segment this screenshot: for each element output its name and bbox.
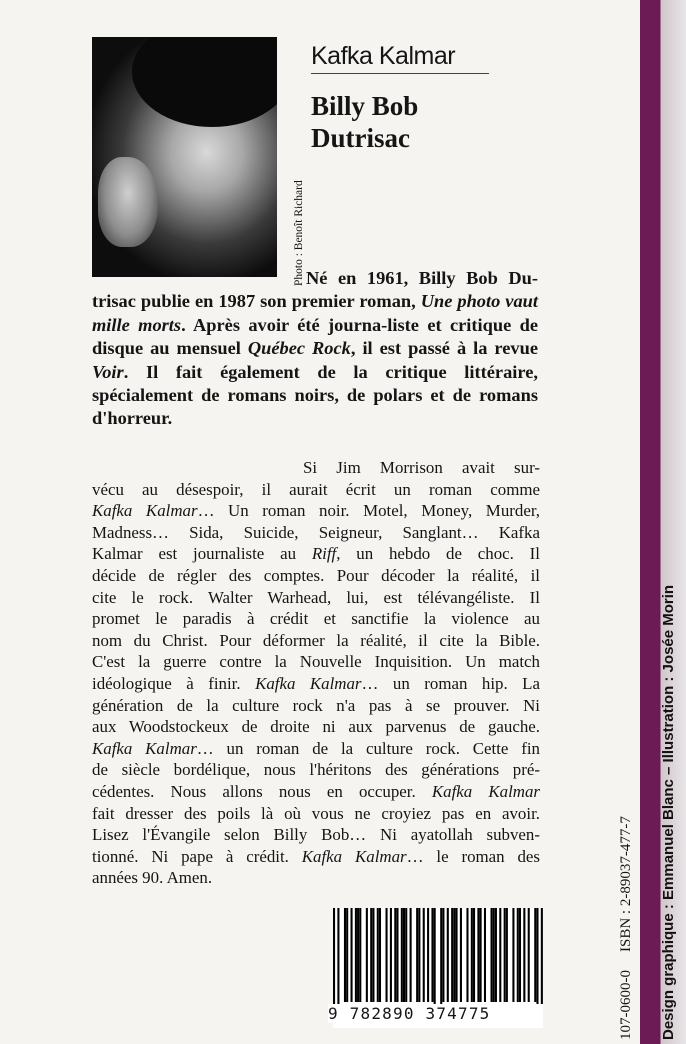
barcode-bar: [431, 908, 433, 1002]
barcode-bar: [484, 908, 486, 1002]
barcode-bar: [480, 908, 482, 1002]
barcode-bar: [491, 908, 493, 1002]
blurb-line: années 90. Amen.: [92, 868, 213, 888]
author-photo: [92, 37, 277, 277]
barcode-bar: [405, 908, 407, 1002]
barcode-bar: [370, 908, 372, 1002]
bio-text-1: Né en 1961, Billy Bob Du-: [306, 268, 538, 288]
blurb-line: aux Woodstockeux de droite ni aux parvenus de gauche.: [92, 717, 540, 737]
barcode-bar: [477, 908, 479, 1002]
barcode-bar: [366, 908, 368, 1002]
barcode-bar: [534, 908, 536, 1002]
blurb-line: tionné. Ni pape à crédit. Kafka Kalmar… le roman des: [92, 846, 540, 866]
barcode-bar: [396, 908, 398, 1002]
barcode-bar: [504, 908, 506, 1002]
barcode-bar: [528, 908, 530, 1002]
barcode-bar: [453, 908, 455, 1002]
photo-hair: [132, 37, 277, 127]
blurb-line: Kalmar est journaliste au Riff, un hebdo de choc. Il: [92, 544, 540, 564]
blurb-line: Si Jim Morrison avait sur-: [303, 458, 540, 477]
blurb-line: promet le paradis à crédit et sanctifie la violence au: [92, 609, 540, 629]
barcode-bar: [473, 908, 475, 1002]
barcode-bar: [506, 908, 508, 1002]
barcode-bar: [447, 908, 449, 1002]
barcode-bar: [440, 908, 442, 1004]
spine-credits: Design graphique : Emmanuel Blanc – Illustration : Josée Morin: [660, 584, 677, 1040]
barcode-bar: [401, 908, 403, 1002]
barcode-bar: [460, 908, 462, 1002]
author-bio: [92, 267, 538, 431]
barcode-bar: [377, 908, 379, 1002]
barcode-bar: [333, 908, 335, 1004]
book-title: Kafka Kalmar: [311, 42, 489, 74]
bio-text-4: , il est passé à la revue: [350, 338, 538, 359]
barcode-bar: [372, 908, 374, 1002]
barcode-bar: [403, 908, 405, 1002]
blurb-line: Lisez l'Évangile selon Billy Bob… Ni ayatollah subven-: [92, 825, 540, 845]
barcode-bar: [517, 908, 519, 1002]
blurb-line: cite le rock. Walter Warhead, lui, est télévangéliste. Il: [92, 587, 540, 607]
blurb-line: de siècle bordélique, nous l'héritons des générations pré-: [92, 760, 540, 780]
barcode-bar: [410, 908, 412, 1002]
barcode-bar: [423, 908, 425, 1002]
blurb-line: idéologique à finir. Kafka Kalmar… un roman hip. La: [92, 673, 540, 693]
spine-color-band: [640, 0, 658, 1044]
barcode-bar: [386, 908, 388, 1002]
barcode-bar: [379, 908, 381, 1002]
barcode-bar: [495, 908, 497, 1002]
photo-credit: Photo : Benoît Richard: [293, 180, 305, 286]
blurb-line: décide de régler des comptes. Pour décoder la réalité, il: [92, 565, 540, 585]
author-name: [311, 90, 418, 154]
photo-hand: [98, 157, 158, 247]
blurb-line: Kafka Kalmar… Un roman noir. Motel, Money, Murder,: [92, 501, 540, 521]
isbn-number: ISBN : 2-89037-477-7: [618, 816, 634, 952]
barcode-bar: [456, 908, 458, 1002]
barcode-bar: [344, 908, 346, 1002]
book-blurb: [92, 457, 540, 889]
barcode-bar: [442, 908, 444, 1002]
barcode-bar: [512, 908, 514, 1002]
barcode-bar: [337, 908, 339, 1004]
isbn-block: [618, 798, 635, 1040]
barcode-bar: [357, 908, 359, 1002]
author-first-name: Billy Bob: [311, 91, 419, 121]
blurb-line: C'est la guerre contre la Nouvelle Inquisition. Un match: [92, 652, 540, 672]
barcode-bar: [541, 908, 543, 1004]
blurb-line: cédentes. Nous allons nous en occuper. Kafka Kalmar: [92, 781, 540, 801]
blurb-line: génération de la culture rock n'a pas à se prouver. Ni: [92, 695, 540, 715]
barcode-digits: 9 782890 374775: [328, 1004, 543, 1023]
bio-text-5: . Il fait également de la critique littéraire, spécialement de romans noirs, de polars et de romans d'horreur.: [92, 361, 538, 429]
barcode-bars: [333, 908, 543, 1004]
barcode-bar: [471, 908, 473, 1002]
barcode-bar: [346, 908, 348, 1002]
barcode-bar: [451, 908, 453, 1002]
product-code: 107-0600-0: [618, 970, 634, 1040]
barcode-bar: [466, 908, 468, 1002]
barcode-bar: [390, 908, 392, 1002]
barcode-bar: [351, 908, 353, 1002]
barcode-bar: [355, 908, 357, 1002]
blurb-line: nom du Christ. Pour déformer la réalité, il cite la Bible.: [92, 630, 540, 650]
barcode-bar: [536, 908, 538, 1004]
blurb-line: Kafka Kalmar… un roman de la culture rock. Cette fin: [92, 738, 540, 758]
author-last-name: Dutrisac: [311, 123, 410, 153]
barcode-bar: [499, 908, 501, 1002]
bio-magazine: Québec Rock: [247, 338, 351, 359]
blurb-line: Madness… Sida, Suicide, Seigneur, Sanglant… Kafka: [92, 522, 540, 542]
bio-review: Voir: [92, 361, 124, 382]
barcode-bar: [394, 908, 396, 1002]
barcode-bar: [359, 908, 361, 1002]
bio-first-novel: Une photo vaut mille morts: [92, 291, 538, 335]
barcode-bar: [427, 908, 429, 1002]
barcode-bar: [519, 908, 521, 1002]
barcode-bar: [434, 908, 436, 1004]
blurb-line: vécu au désespoir, il aurait écrit un roman comme: [92, 479, 540, 499]
barcode-bar: [523, 908, 525, 1002]
blurb-line: fait dresser des poils là où vous ne croyiez pas en avoir.: [92, 803, 540, 823]
bio-text-2: trisac publie en 1987 son premier roman,: [92, 291, 421, 312]
bio-text-3: . Après avoir été journa-liste et critique de disque au mensuel: [92, 314, 538, 359]
barcode-bar: [416, 908, 418, 1002]
barcode-bar: [493, 908, 495, 1002]
barcode-bar: [418, 908, 420, 1002]
